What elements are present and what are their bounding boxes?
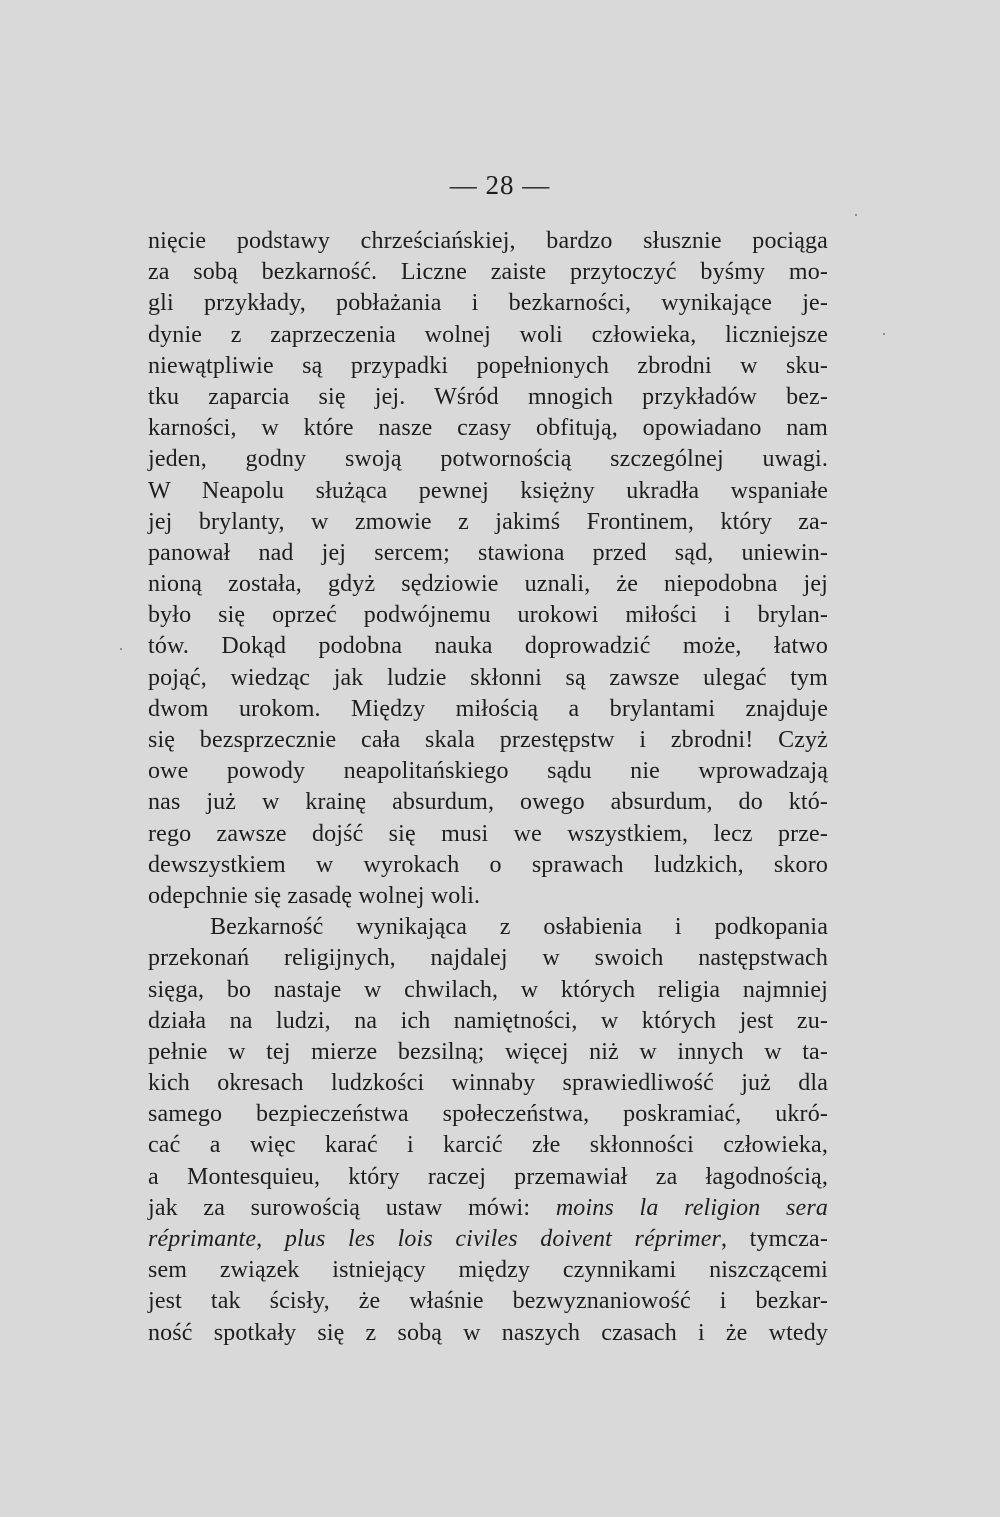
text-line	[148, 1286, 828, 1317]
text-segment: Bezkarność wynikająca z osłabienia i podkopania	[210, 914, 828, 941]
italic-text-segment: moins la religion sera	[555, 1194, 828, 1221]
text-segment: pojąć, wiedząc jak ludzie skłonni są zawsze ulegać tym	[148, 664, 828, 691]
text-segment: działa na ludzi, na ich namiętności, w których jest zu-	[148, 1007, 828, 1034]
text-segment: się bezsprzecznie cała skala przestępstw i zbrodni! Czyż	[148, 727, 828, 753]
text-segment: rego zawsze dojść się musi we wszystkiem, lecz prze-	[148, 820, 828, 847]
text-line	[148, 382, 828, 413]
text-line	[148, 444, 828, 475]
text-segment: sięga, bo nastaje w chwilach, w których religia najmniej	[148, 976, 828, 1003]
text-line	[148, 663, 828, 694]
text-segment: jeden, godny swoją potwornością szczególnej uwagi.	[148, 446, 828, 473]
text-line	[148, 1068, 828, 1099]
text-segment: jak za surowością ustaw mówi:	[148, 1194, 556, 1221]
text-segment: owe powody neapolitańskiego sądu nie wprowadzają	[148, 758, 828, 785]
text-line	[148, 1255, 828, 1286]
text-segment: nas już w krainę absurdum, owego absurdum, do któ-	[148, 789, 828, 816]
text-line	[148, 756, 828, 787]
text-line	[148, 631, 828, 662]
scan-speck	[883, 333, 885, 335]
text-line	[148, 351, 828, 382]
text-line	[148, 257, 828, 288]
text-line	[148, 1099, 828, 1130]
scan-speck	[855, 214, 857, 216]
text-segment: a Montesquieu, który raczej przemawiał za łagodnością,	[148, 1163, 828, 1190]
text-segment: pełnie w tej mierze bezsilną; więcej niż w innych w ta-	[148, 1038, 828, 1065]
text-line	[148, 538, 828, 569]
text-line	[148, 725, 828, 756]
text-segment: W Neapolu służąca pewnej księżny ukradła wspaniałe	[148, 477, 828, 504]
text-line	[148, 507, 828, 538]
text-segment: gli przykłady, pobłażania i bezkarności, wynikające je-	[148, 290, 828, 317]
text-segment: nięcie podstawy chrześciańskiej, bardzo słusznie pociąga	[148, 228, 828, 254]
text-line	[148, 1193, 828, 1224]
text-line	[148, 943, 828, 974]
text-line	[148, 288, 828, 319]
text-line	[148, 1224, 828, 1255]
text-segment: przekonań religijnych, najdalej w swoich następstwach	[148, 945, 828, 972]
text-segment: jest tak ścisły, że właśnie bezwyznaniowość i bezkar-	[148, 1288, 828, 1315]
text-line	[148, 1130, 828, 1161]
text-segment: tku zaparcia się jej. Wśród mnogich przykładów bez-	[148, 383, 828, 410]
text-segment: tów. Dokąd podobna nauka doprowadzić może, łatwo	[148, 633, 828, 660]
text-line	[148, 1162, 828, 1193]
text-line	[148, 1037, 828, 1068]
text-segment: dewszystkiem w wyrokach o sprawach ludzkich, skoro	[148, 851, 828, 878]
text-line	[148, 320, 828, 351]
text-line	[148, 881, 828, 912]
text-segment: za sobą bezkarność. Liczne zaiste przytoczyć byśmy mo-	[148, 259, 828, 286]
text-line	[148, 694, 828, 725]
text-segment: panował nad jej sercem; stawiona przed sąd, uniewin-	[148, 539, 828, 566]
text-segment: było się oprzeć podwójnemu urokowi miłości i brylan-	[148, 602, 828, 629]
text-line	[148, 226, 828, 257]
text-line	[148, 819, 828, 850]
text-segment: cać a więc karać i karcić złe skłonności człowieka,	[148, 1132, 828, 1159]
text-segment: odepchnie się zasadę wolnej woli.	[148, 882, 481, 909]
text-line	[148, 912, 828, 943]
page-number: — 28 —	[449, 170, 551, 200]
text-line	[148, 975, 828, 1006]
text-segment: ność spotkały się z sobą w naszych czasach i że wtedy	[148, 1319, 828, 1346]
text-line	[148, 569, 828, 600]
italic-text-segment: réprimante, plus les lois civiles doivent réprimer	[148, 1226, 721, 1252]
text-line	[148, 850, 828, 881]
text-line	[148, 1006, 828, 1037]
body-text	[148, 226, 828, 1349]
text-segment: jej brylanty, w zmowie z jakimś Frontinem, który za-	[148, 508, 828, 535]
text-line	[148, 1318, 828, 1349]
text-segment: sem związek istniejący między czynnikami niszczącemi	[148, 1257, 828, 1284]
text-segment: kich okresach ludzkości winnaby sprawiedliwość już dla	[148, 1070, 828, 1097]
text-segment: samego bezpieczeństwa społeczeństwa, poskramiać, ukró-	[148, 1101, 828, 1128]
scan-speck	[120, 648, 122, 650]
text-line	[148, 787, 828, 818]
text-line	[148, 600, 828, 631]
text-line	[148, 413, 828, 444]
text-segment: dwom urokom. Między miłością a brylantami znajduje	[148, 695, 828, 722]
text-line	[148, 476, 828, 507]
text-segment: karności, w które nasze czasy obfitują, opowiadano nam	[148, 415, 828, 442]
text-segment: dynie z zaprzeczenia wolnej woli człowieka, liczniejsze	[148, 321, 828, 348]
text-segment: niewątpliwie są przypadki popełnionych zbrodni w sku-	[148, 352, 828, 379]
text-segment: nioną została, gdyż sędziowie uznali, że niepodobna jej	[148, 571, 828, 598]
text-segment: , tymcza-	[721, 1226, 829, 1252]
